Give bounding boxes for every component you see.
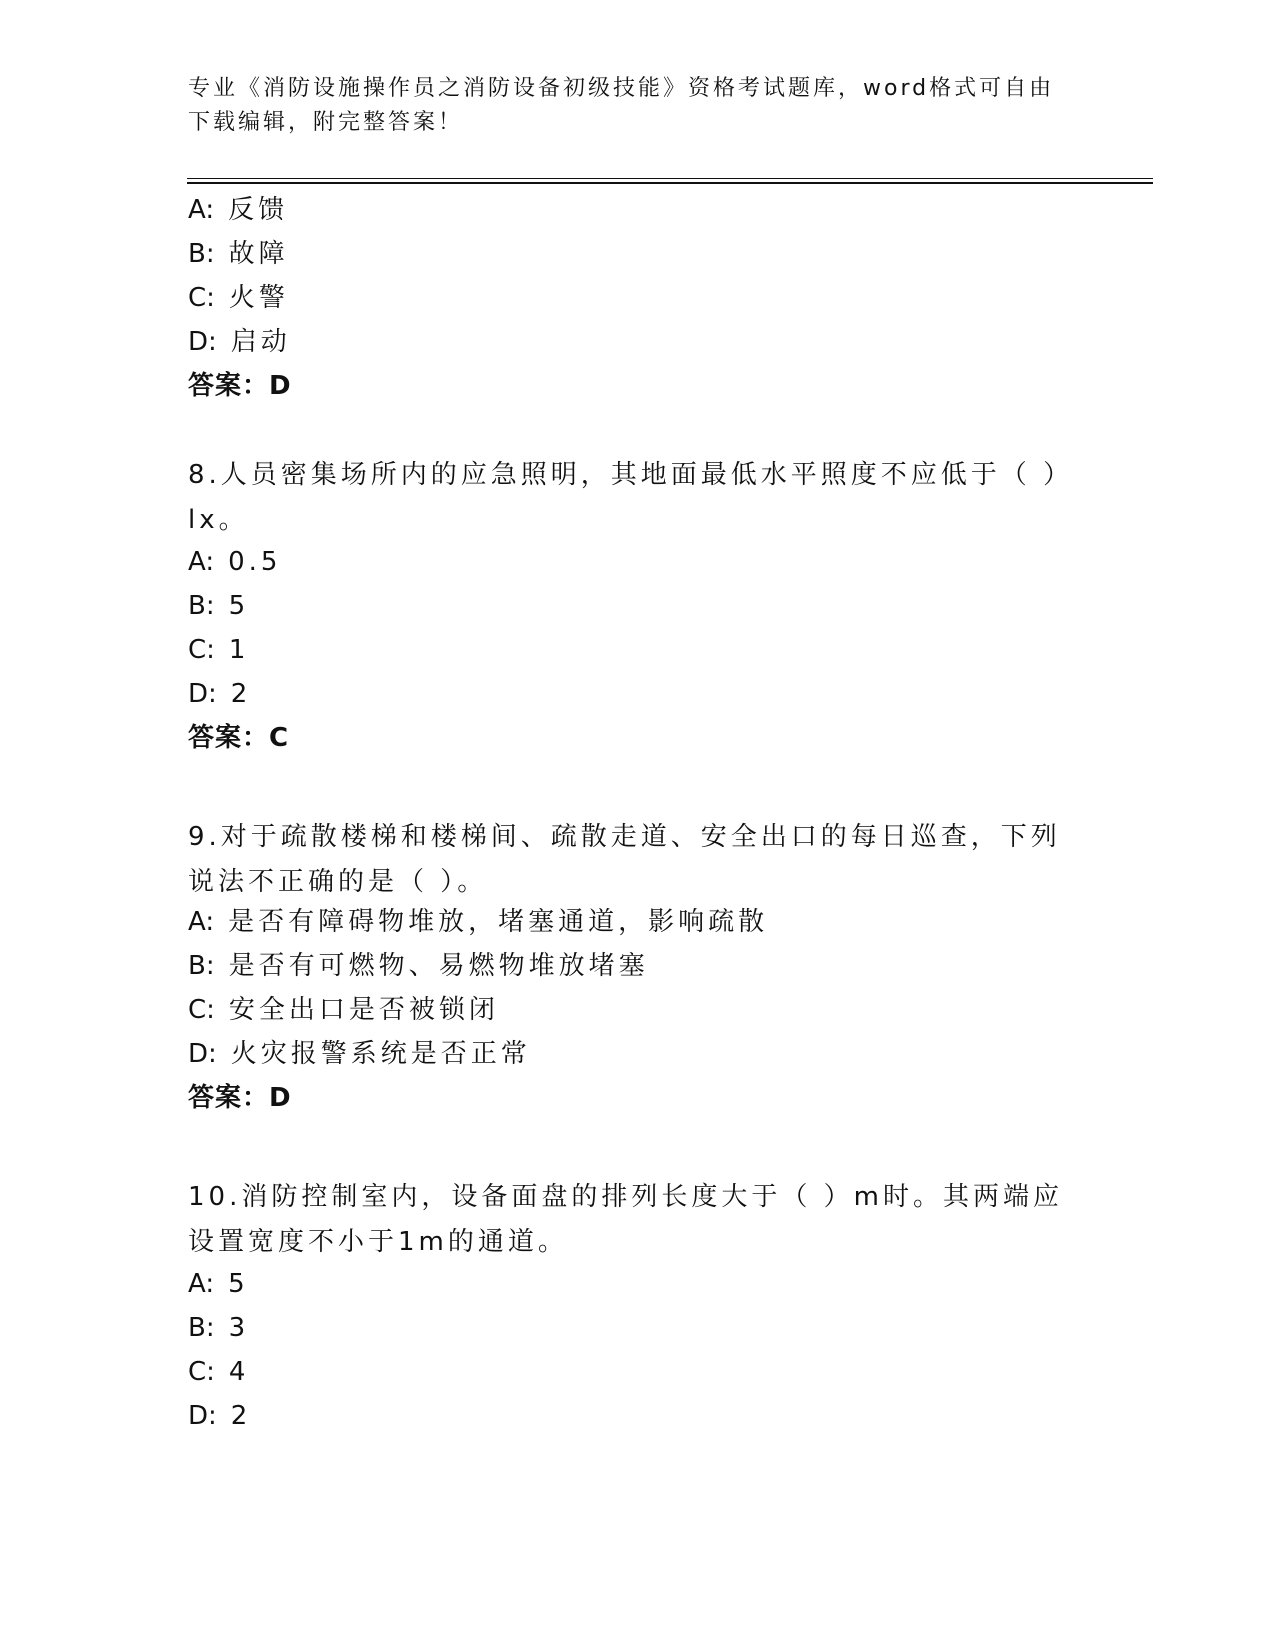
header-divider-thick [187,182,1153,184]
q9-option-b: B: 是否有可燃物、易燃物堆放堵塞 [188,951,649,981]
q7-option-b: B: 故障 [188,239,289,269]
q7-option-c: C: 火警 [188,283,289,313]
q8-answer: 答案：C [188,723,290,753]
q8-option-d: D: 2 [188,679,252,709]
q8-option-b: B: 5 [188,591,250,621]
q10-option-d: D: 2 [188,1401,252,1431]
q10-option-a: A: 5 [188,1269,249,1299]
q7-option-d: D: 启动 [188,327,291,357]
q8-option-a: A: 0.5 [188,547,282,577]
q10-option-c: C: 4 [188,1357,250,1387]
header-divider-thin [187,178,1153,179]
q10-option-b: B: 3 [188,1313,250,1343]
q9-option-c: C: 安全出口是否被锁闭 [188,995,499,1025]
q7-answer: 答案：D [188,371,292,401]
document-header: 专业《消防设施操作员之消防设备初级技能》资格考试题库，word格式可自由下载编辑，附完整答案！ [188,76,1055,135]
q7-option-a: A: 反馈 [188,195,289,225]
q8-option-c: C: 1 [188,635,250,665]
q9-option-d: D: 火灾报警系统是否正常 [188,1039,531,1069]
q9-question: 9.对于疏散楼梯和楼梯间、疏散走道、安全出口的每日巡查，下列说法不正确的是（ ）。 [188,822,1061,897]
q10-question: 10.消防控制室内，设备面盘的排列长度大于（ ）m时。其两端应设置宽度不小于1m的通道。 [188,1182,1063,1257]
q9-option-a: A: 是否有障碍物堆放，堵塞通道，影响疏散 [188,907,769,937]
q9-answer: 答案：D [188,1083,292,1113]
q8-question: 8.人员密集场所内的应急照明，其地面最低水平照度不应低于（ ）lx。 [188,460,1061,535]
